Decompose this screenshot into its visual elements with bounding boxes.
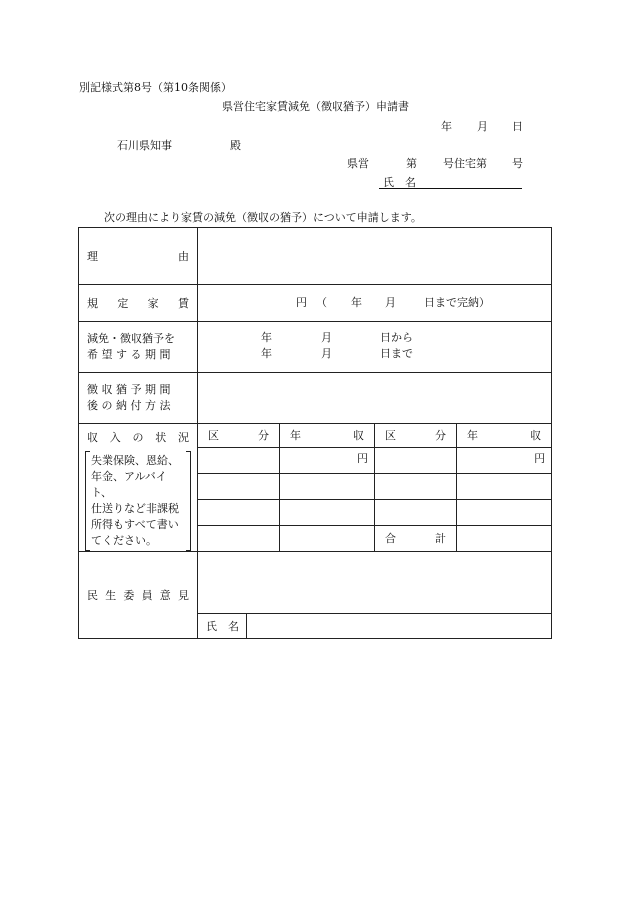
housing-go: 号 — [512, 157, 523, 170]
intro-text: 次の理由により家賃の減免（徴収の猶予）について申請します。 — [104, 211, 422, 224]
period-to-year: 年 — [261, 347, 272, 360]
welfare-row — [79, 552, 552, 614]
income-kubun-cell[interactable] — [375, 473, 457, 499]
col-nenshu-1: 年 収 — [280, 424, 375, 448]
period-label: 減免・徴収猶予を 希 望 す る 期 間 — [79, 322, 198, 373]
col-nenshu-2: 年 収 — [457, 424, 552, 448]
housing-prefix: 県営 — [347, 157, 369, 170]
reason-row — [79, 228, 552, 285]
payment-row — [79, 373, 552, 424]
welfare-label: 民 生 委 員 意 見 — [79, 552, 198, 639]
period-to-month: 月 — [321, 347, 332, 360]
date-day-label: 日 — [512, 120, 523, 133]
date-month-label: 月 — [477, 120, 488, 133]
col-kubun-1: 区 分 — [198, 424, 280, 448]
period-field[interactable] — [198, 322, 552, 373]
application-table — [78, 227, 552, 639]
housing-go-jutaku-dai: 号住宅第 — [443, 157, 487, 170]
rent-field[interactable] — [198, 285, 552, 322]
period-row — [79, 322, 552, 373]
rent-month: 月 — [385, 296, 396, 309]
total-label: 合 計 — [375, 525, 457, 551]
income-header-row — [79, 424, 552, 448]
income-nenshu-cell[interactable] — [280, 499, 375, 525]
applicant-name-underline — [379, 188, 522, 189]
addressee: 石川県知事 — [117, 139, 172, 152]
period-from-year: 年 — [261, 331, 272, 344]
payment-label: 徴 収 猶 予 期 間 後 の 納 付 方 法 — [79, 373, 198, 424]
income-nenshu-cell[interactable]: 円 — [280, 447, 375, 473]
rent-row — [79, 285, 552, 322]
rent-until: 日まで完納） — [424, 296, 490, 309]
income-label-cell: 収 入 の 状 況 失業保険、恩給、 年金、アルバイト、 仕送りなど非課税 所得もすべて書い てください。 — [79, 424, 198, 552]
income-nenshu-cell[interactable] — [280, 473, 375, 499]
period-from-month: 月 — [321, 331, 332, 344]
reason-field[interactable] — [198, 228, 552, 285]
income-kubun-cell[interactable] — [198, 525, 280, 551]
income-kubun-cell[interactable] — [198, 499, 280, 525]
income-note: 失業保険、恩給、 年金、アルバイト、 仕送りなど非課税 所得もすべて書い てください。 — [85, 451, 191, 551]
rent-paren: （ — [316, 296, 327, 309]
honorific: 殿 — [230, 139, 241, 152]
rent-label: 規 定 家 賃 — [79, 285, 198, 322]
reason-label: 理 由 — [79, 228, 198, 285]
form-number: 別記様式第8号（第10条関係） — [79, 81, 232, 94]
income-nenshu-cell[interactable] — [457, 499, 552, 525]
total-field[interactable] — [457, 525, 552, 551]
payment-field[interactable] — [198, 373, 552, 424]
income-kubun-cell[interactable] — [375, 499, 457, 525]
welfare-opinion-field[interactable] — [198, 552, 552, 614]
col-kubun-2: 区 分 — [375, 424, 457, 448]
income-kubun-cell[interactable] — [375, 447, 457, 473]
housing-dai: 第 — [406, 157, 417, 170]
date-year-label: 年 — [441, 120, 452, 133]
income-nenshu-cell[interactable] — [457, 473, 552, 499]
period-from: 日から — [380, 331, 413, 344]
welfare-name-field[interactable] — [247, 614, 552, 639]
rent-year: 年 — [351, 296, 362, 309]
rent-yen: 円 — [296, 296, 307, 309]
form-title: 県営住宅家賃減免（徴収猶予）申請書 — [222, 100, 409, 113]
income-nenshu-cell[interactable]: 円 — [457, 447, 552, 473]
welfare-name-label: 氏 名 — [198, 614, 247, 639]
income-kubun-cell[interactable] — [198, 473, 280, 499]
income-nenshu-cell[interactable] — [280, 525, 375, 551]
period-to: 日まで — [380, 347, 413, 360]
income-kubun-cell[interactable] — [198, 447, 280, 473]
applicant-name-label: 氏 名 — [383, 176, 416, 189]
